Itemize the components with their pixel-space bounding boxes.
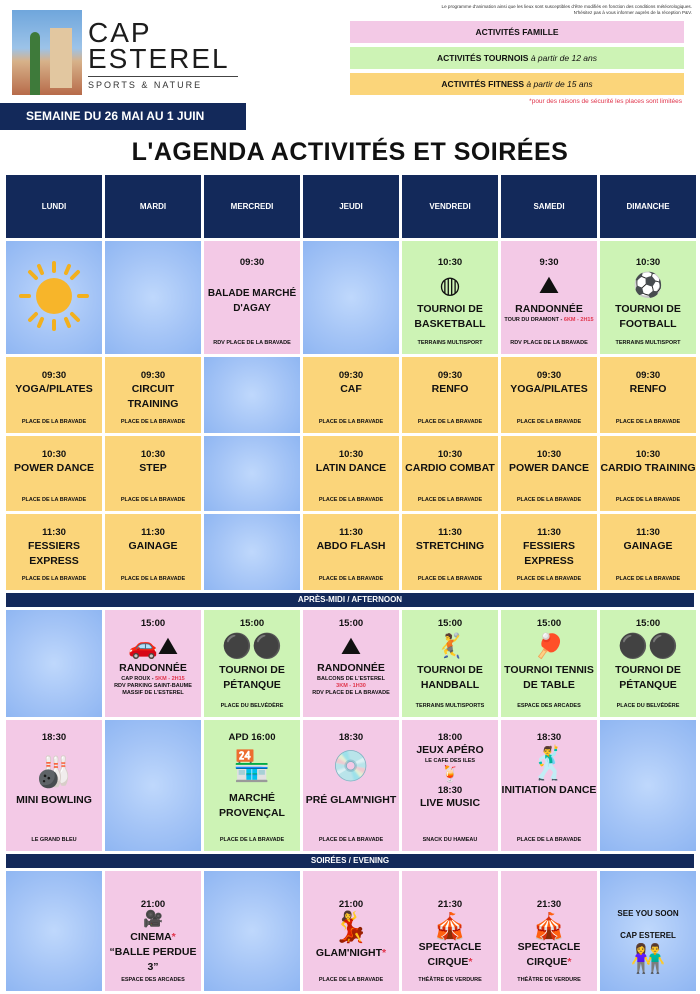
glamnight-label: GLAM'NIGHT [315, 947, 382, 959]
activity-title: YOGA/PILATES [15, 383, 93, 395]
activity-title: ABDO FLASH [316, 540, 386, 552]
afternoon1-friday [402, 610, 498, 717]
fitness1-monday [6, 357, 102, 433]
activity-detail: BALCONS DE L'ESTEREL [317, 676, 385, 682]
activity-title: POWER DANCE [509, 462, 589, 474]
activity-title: STRETCHING [415, 540, 485, 552]
activity-location: TERRAINS MULTISPORTS [415, 703, 485, 709]
activity-time: 10:30 [437, 257, 463, 268]
activity-venue: LE CAFE DES ILES [424, 758, 476, 764]
activity-title: PRÉ GLAM'NIGHT [305, 794, 397, 806]
activity-time: 09:30 [437, 370, 463, 381]
brand-line2: ESTEREL [88, 43, 230, 74]
activity-location: PLACE DE LA BRAVADE [615, 419, 681, 425]
activity-location: PLACE DE LA BRAVADE [21, 419, 87, 425]
petanque-icon: ⚫⚫ [618, 633, 678, 660]
legend-fitness-age: à partir de 15 ans [524, 79, 593, 89]
activity-location: PLACE DE LA BRAVADE [615, 576, 681, 582]
activity-location: PLACE DU BELVÉDÈRE [616, 703, 680, 709]
page-title: L'AGENDA ACTIVITÉS ET SOIRÉES [131, 138, 569, 166]
activity-location: TERRAINS MULTISPORT [417, 340, 483, 346]
activity-location: PLACE DE LA BRAVADE [417, 576, 483, 582]
activity-location: PLACE DE LA BRAVADE [516, 837, 582, 843]
activity-title: CARDIO TRAINING [600, 462, 696, 474]
afternoon1-thursday [303, 610, 399, 717]
afternoon1-tuesday [105, 610, 201, 717]
activity-title-2: LIVE MUSIC [419, 797, 481, 809]
legend-tournois [350, 47, 684, 69]
evening-saturday [501, 871, 597, 991]
activity-title: TOURNOI DE HANDBALL [417, 664, 483, 691]
day-sunday: DIMANCHE [600, 175, 696, 238]
activity-title: LATIN DANCE [315, 462, 387, 474]
fitness3-friday [402, 514, 498, 590]
hiker-icon: ⛰ [340, 633, 362, 660]
legend-famille [350, 21, 684, 43]
limited-star: * [567, 956, 572, 968]
evening-band: SOIRÉES / EVENING [6, 854, 694, 868]
activity-time: 11:30 [339, 527, 363, 538]
bowling-icon: 🎳 [35, 756, 73, 789]
activity-time: 11:30 [438, 527, 462, 538]
activity-title: GAINAGE [623, 540, 673, 552]
day-friday: VENDREDI [402, 175, 498, 238]
morning-monday [6, 241, 102, 354]
activity-title: CIRCUIT TRAINING [127, 383, 179, 410]
activity-title: CARDIO COMBAT [405, 462, 495, 474]
afternoon2-tuesday [105, 720, 201, 851]
afternoon2-sunday [600, 720, 696, 851]
movie-camera-icon: 🎥 [143, 911, 163, 928]
morning-sunday [600, 241, 696, 354]
afternoon-row-1 [6, 610, 694, 717]
evening-tuesday [105, 871, 201, 991]
day-tuesday: MARDI [105, 175, 201, 238]
detail-place: TOUR DU DRAMONT - [504, 317, 564, 323]
activity-time: 15:00 [635, 618, 661, 629]
activity-location: PLACE DE LA BRAVADE [120, 497, 186, 503]
fitness3-saturday [501, 514, 597, 590]
activity-location: PLACE DE LA BRAVADE [120, 576, 186, 582]
children-icon: 👫 [630, 943, 666, 974]
activity-title: RANDONNÉE [119, 662, 187, 674]
afternoon1-wednesday [204, 610, 300, 717]
dancer-icon: 🕺 [529, 745, 569, 781]
circus-label: SPECTACLE CIRQUE [418, 941, 482, 968]
fitness3-sunday [600, 514, 696, 590]
legend-tournois-label: ACTIVITÉS TOURNOIS [437, 53, 529, 63]
fitness3-monday [6, 514, 102, 590]
afternoon2-thursday [303, 720, 399, 851]
activity-location: PLACE DE LA BRAVADE [516, 497, 582, 503]
morning-wednesday [204, 241, 300, 354]
activity-title: MINI BOWLING [16, 794, 92, 806]
activity-title: RANDONNÉE [515, 303, 583, 315]
fitness2-tuesday [105, 436, 201, 511]
activity-title: FESSIERS EXPRESS [28, 540, 80, 567]
activity-time: 21:00 [140, 899, 166, 910]
evening-sunday [600, 871, 696, 991]
activity-location: PLACE DE LA BRAVADE [318, 576, 384, 582]
activity-location: ESPACE DES ARCADES [121, 977, 185, 983]
activity-location: PLACE DE LA BRAVADE [615, 497, 681, 503]
activity-time-2: 18:30 [437, 785, 463, 796]
cap-esterel-logo [12, 10, 82, 95]
afternoon1-saturday [501, 610, 597, 717]
car-hiker-icon: 🚗⛰ [127, 633, 179, 660]
fitness2-friday [402, 436, 498, 511]
fitness3-thursday [303, 514, 399, 590]
activity-location: SNACK DU HAMEAU [422, 837, 478, 843]
activity-time: 18:30 [536, 732, 562, 743]
activity-time: 15:00 [437, 618, 463, 629]
activity-time: 18:30 [338, 732, 364, 743]
activity-time: 11:30 [636, 527, 660, 538]
activity-title: FESSIERS EXPRESS [523, 540, 575, 567]
activity-title [105, 930, 201, 945]
handball-icon: 🤾 [435, 633, 465, 660]
brand-divider [88, 76, 238, 77]
detail-distance: 6KM - 2H15 [563, 317, 594, 323]
activity-location: THÉÂTRE DE VERDURE [418, 977, 482, 983]
vinyl-record-icon: 💿 [332, 750, 370, 783]
fitness3-tuesday [105, 514, 201, 590]
fitness2-sunday [600, 436, 696, 511]
legend-fitness-label: ACTIVITÉS FITNESS [441, 79, 525, 89]
afternoon2-wednesday [204, 720, 300, 851]
activity-time: 10:30 [140, 449, 166, 460]
activity-title [402, 940, 498, 970]
fitness-row-3 [6, 514, 694, 590]
afternoon-row-2 [6, 720, 694, 851]
evening-monday [6, 871, 102, 991]
activity-title: RENFO [431, 383, 469, 395]
activity-title: TOURNOI DE PÉTANQUE [219, 664, 285, 691]
fitness1-tuesday [105, 357, 201, 433]
activity-time: 09:30 [635, 370, 661, 381]
day-monday: LUNDI [6, 175, 102, 238]
evening-thursday [303, 871, 399, 991]
activity-location: PLACE DE LA BRAVADE [417, 497, 483, 503]
activity-title: GAINAGE [128, 540, 178, 552]
activity-time: 09:30 [239, 257, 265, 268]
morning-tuesday [105, 241, 201, 354]
activity-location: PLACE DE LA BRAVADE [21, 497, 87, 503]
tree-shape [30, 32, 40, 95]
fitness2-wednesday [204, 436, 300, 511]
activity-title [303, 946, 399, 961]
activity-time: 10:30 [635, 449, 661, 460]
basketball-icon: ◍ [439, 272, 461, 299]
tower-shape [50, 28, 72, 88]
activity-time: 09:30 [536, 370, 562, 381]
activity-detail [105, 676, 201, 683]
activity-location: TERRAINS MULTISPORT [615, 340, 681, 346]
activity-time: 09:30 [338, 370, 364, 381]
morning-friday [402, 241, 498, 354]
afternoon-band: APRÈS-MIDI / AFTERNOON [6, 593, 694, 607]
note-line2: N'hésitez pas à vous informer auprès de la réception P&V. [573, 10, 692, 15]
activity-title: TOURNOI DE BASKETBALL [414, 303, 486, 330]
afternoon1-monday [6, 610, 102, 717]
note-line1: Le programme d'animation ainsi que les lieux sont susceptibles d'être modifiés en fonction des conditions météorologiques. [441, 4, 692, 9]
activity-title: BALADE MARCHÉ D'AGAY [207, 288, 297, 314]
activity-title: RENFO [629, 383, 667, 395]
activity-distance: 3KM - 1H30 [336, 683, 366, 689]
afternoon2-monday [6, 720, 102, 851]
activity-location: PLACE DE LA BRAVADE [318, 419, 384, 425]
activity-title: CAF [340, 383, 362, 395]
activity-time: 10:30 [635, 257, 661, 268]
activity-time: 21:00 [338, 899, 364, 910]
fitness2-saturday [501, 436, 597, 511]
activity-title: JEUX APÉRO [416, 744, 484, 756]
activity-time: 11:30 [141, 527, 165, 538]
activity-title: TOURNOI DE PÉTANQUE [615, 664, 681, 691]
limited-star: * [468, 956, 473, 968]
dancer-icon: 💃 [332, 911, 370, 944]
agenda-grid [6, 175, 694, 994]
afternoon1-sunday [600, 610, 696, 717]
day-header-row [6, 175, 694, 238]
evening-wednesday [204, 871, 300, 991]
activity-location: THÉÂTRE DE VERDURE [517, 977, 581, 983]
evening-row [6, 871, 694, 991]
activity-location: PLACE DE LA BRAVADE [120, 419, 186, 425]
legend-tournois-age: à partir de 12 ans [528, 53, 597, 63]
circus-label: SPECTACLE CIRQUE [517, 941, 581, 968]
activity-location: PLACE DE LA BRAVADE [21, 576, 87, 582]
activity-title: RANDONNÉE [317, 662, 385, 674]
activity-location: PLACE DE LA BRAVADE [516, 419, 582, 425]
activity-time: 09:30 [140, 370, 166, 381]
activity-time: 15:00 [536, 618, 562, 629]
week-banner: SEMAINE DU 26 MAI AU 1 JUIN [0, 103, 246, 130]
legend-famille-label: ACTIVITÉS FAMILLE [475, 27, 559, 37]
activity-location: PLACE DE LA BRAVADE [417, 419, 483, 425]
fitness2-thursday [303, 436, 399, 511]
hiker-icon: ⛰ [538, 272, 560, 299]
activity-meeting: RDV PARKING SAINT-BAUME [114, 683, 192, 689]
activity-title: INITIATION DANCE [501, 784, 597, 796]
afternoon2-friday [402, 720, 498, 851]
petanque-icon: ⚫⚫ [222, 633, 282, 660]
activity-time: 09:30 [41, 370, 67, 381]
weather-note [392, 4, 692, 16]
activity-time: 10:30 [41, 449, 67, 460]
activity-title: MARCHÉ PROVENÇAL [219, 792, 285, 819]
activity-time: 10:30 [437, 449, 463, 460]
activity-time: 15:00 [239, 618, 265, 629]
security-note: *pour des raisons de sécurité les places sont limitées [529, 98, 682, 105]
brand-line1: CAP [88, 17, 152, 48]
activity-title: STEP [139, 462, 167, 474]
activity-time: 9:30 [539, 257, 559, 268]
activity-time: 18:30 [41, 732, 67, 743]
day-wednesday: MERCREDI [204, 175, 300, 238]
activity-area: MASSIF DE L'ESTEREL [122, 690, 184, 696]
movie-title: “BALLE PERDUE 3” [109, 946, 197, 973]
activity-location: PLACE DE LA BRAVADE [318, 837, 384, 843]
detail-distance: 5KM - 2H15 [155, 676, 185, 682]
fitness-row-1 [6, 357, 694, 433]
activity-location: ESPACE DES ARCADES [517, 703, 581, 709]
activity-title: TOURNOI TENNIS DE TABLE [504, 664, 594, 691]
sun-icon [19, 261, 89, 331]
activity-location: PLACE DU BELVÉDÈRE [220, 703, 284, 709]
fitness2-monday [6, 436, 102, 511]
circus-tent-icon: 🎪 [532, 911, 566, 941]
activity-title [501, 940, 597, 970]
activity-time: 11:30 [42, 527, 66, 538]
evening-friday [402, 871, 498, 991]
activity-detail [501, 317, 597, 324]
activity-location: LE GRAND BLEU [31, 837, 77, 843]
table-tennis-icon: 🏓 [534, 633, 564, 660]
farewell-text: SEE YOU SOON [617, 909, 679, 918]
fitness1-thursday [303, 357, 399, 433]
activity-time: 11:30 [537, 527, 561, 538]
activity-time: 15:00 [140, 618, 166, 629]
football-icon: ⚽ [633, 272, 663, 299]
morning-saturday [501, 241, 597, 354]
activity-title: POWER DANCE [14, 462, 94, 474]
activity-time: 10:30 [338, 449, 364, 460]
activity-location: PLACE DE LA BRAVADE [516, 576, 582, 582]
day-thursday: JEUDI [303, 175, 399, 238]
activity-location: RDV PLACE DE LA BRAVADE [213, 340, 291, 346]
aperitif-icon: 🍹 [440, 766, 460, 783]
activity-location: RDV PLACE DE LA BRAVADE [510, 340, 588, 346]
activity-title: TOURNOI DE FOOTBALL [615, 303, 681, 330]
limited-star: * [381, 947, 387, 959]
activity-meeting: RDV PLACE DE LA BRAVADE [312, 690, 390, 696]
activity-time: 15:00 [338, 618, 364, 629]
farewell-brand: CAP ESTEREL [620, 931, 676, 940]
activity-time: APD 16:00 [228, 732, 276, 743]
activity-time: 21:30 [536, 899, 562, 910]
activity-location: PLACE DE LA BRAVADE [219, 837, 285, 843]
brand-tagline: SPORTS & NATURE [88, 80, 203, 90]
fitness1-wednesday [204, 357, 300, 433]
afternoon2-saturday [501, 720, 597, 851]
activity-location: PLACE DE LA BRAVADE [318, 977, 384, 983]
limited-star: * [171, 931, 176, 943]
cinema-label: CINEMA [130, 931, 172, 943]
fitness1-sunday [600, 357, 696, 433]
activity-location: PLACE DE LA BRAVADE [318, 497, 384, 503]
circus-tent-icon: 🎪 [433, 911, 467, 941]
activity-time: 18:00 [437, 732, 463, 743]
activity-title: YOGA/PILATES [510, 383, 588, 395]
detail-place: CAP ROUX - [121, 676, 156, 682]
morning-row [6, 241, 694, 354]
morning-thursday [303, 241, 399, 354]
fitness1-saturday [501, 357, 597, 433]
activity-time: 10:30 [536, 449, 562, 460]
fitness-row-2 [6, 436, 694, 511]
market-stall-icon: 🏪 [233, 750, 271, 783]
day-saturday: SAMEDI [501, 175, 597, 238]
fitness1-friday [402, 357, 498, 433]
brand [88, 17, 238, 90]
activity-time: 21:30 [437, 899, 463, 910]
fitness3-wednesday [204, 514, 300, 590]
legend-fitness [350, 73, 684, 95]
